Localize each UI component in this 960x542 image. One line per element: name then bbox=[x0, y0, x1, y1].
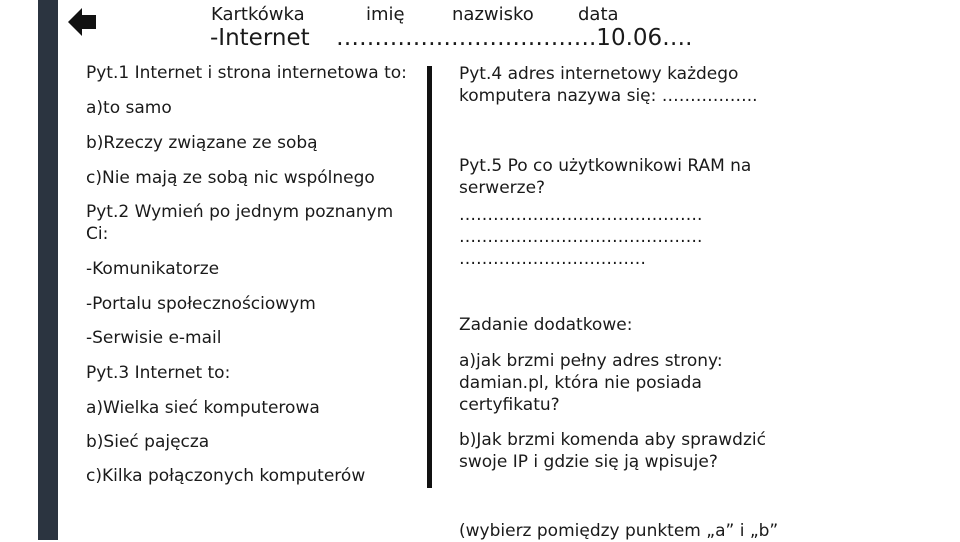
extra-task-a: a)jak brzmi pełny adres strony: damian.pl, która nie posiada certyfikatu? bbox=[459, 351, 723, 415]
back-arrow-icon bbox=[66, 4, 100, 40]
header-nazwisko: nazwisko bbox=[452, 4, 534, 25]
question-5: Pyt.5 Po co użytkownikowi RAM na serwerze? bbox=[459, 156, 752, 198]
question-2-item-a: -Komunikatorze bbox=[86, 259, 220, 279]
column-divider bbox=[427, 66, 432, 488]
back-button[interactable] bbox=[66, 4, 100, 40]
header-kartkowka: Kartkówka bbox=[211, 4, 305, 25]
question-2-item-c: -Serwisie e-mail bbox=[86, 328, 222, 348]
question-3-option-c: c)Kilka połączonych komputerów bbox=[86, 466, 366, 486]
question-2: Pyt.2 Wymień po jednym poznanym Ci: bbox=[86, 202, 394, 244]
question-2-item-b: -Portalu społecznościowym bbox=[86, 294, 316, 314]
left-accent-bar bbox=[38, 0, 58, 540]
answer-dots-3: …………………………… bbox=[459, 249, 646, 269]
extra-task-note: (wybierz pomiędzy punktem „a” i „b” bbox=[459, 521, 779, 541]
question-1: Pyt.1 Internet i strona internetowa to: bbox=[86, 63, 407, 83]
header-imie: imię bbox=[366, 4, 405, 25]
extra-task-b: b)Jak brzmi komenda aby sprawdzić swoje IP i gdzie się ją wpisuje? bbox=[459, 430, 766, 472]
answer-dots-2: ……………………………………. bbox=[459, 227, 703, 247]
answer-dots-1: ……………………………………. bbox=[459, 205, 703, 225]
question-4: Pyt.4 adres internetowy każdego komputera nazywa się: …………….. bbox=[459, 64, 758, 106]
question-3: Pyt.3 Internet to: bbox=[86, 363, 231, 383]
header-dots-date: …………………………….10.06…. bbox=[336, 25, 693, 51]
question-1-option-a: a)to samo bbox=[86, 98, 172, 118]
question-3-option-b: b)Sieć pajęcza bbox=[86, 432, 210, 452]
header-topic: -Internet bbox=[210, 25, 310, 51]
header-data: data bbox=[578, 4, 619, 25]
question-1-option-c: c)Nie mają ze sobą nic wspólnego bbox=[86, 168, 375, 188]
question-1-option-b: b)Rzeczy związane ze sobą bbox=[86, 133, 318, 153]
extra-task-title: Zadanie dodatkowe: bbox=[459, 315, 633, 335]
question-3-option-a: a)Wielka sieć komputerowa bbox=[86, 398, 320, 418]
